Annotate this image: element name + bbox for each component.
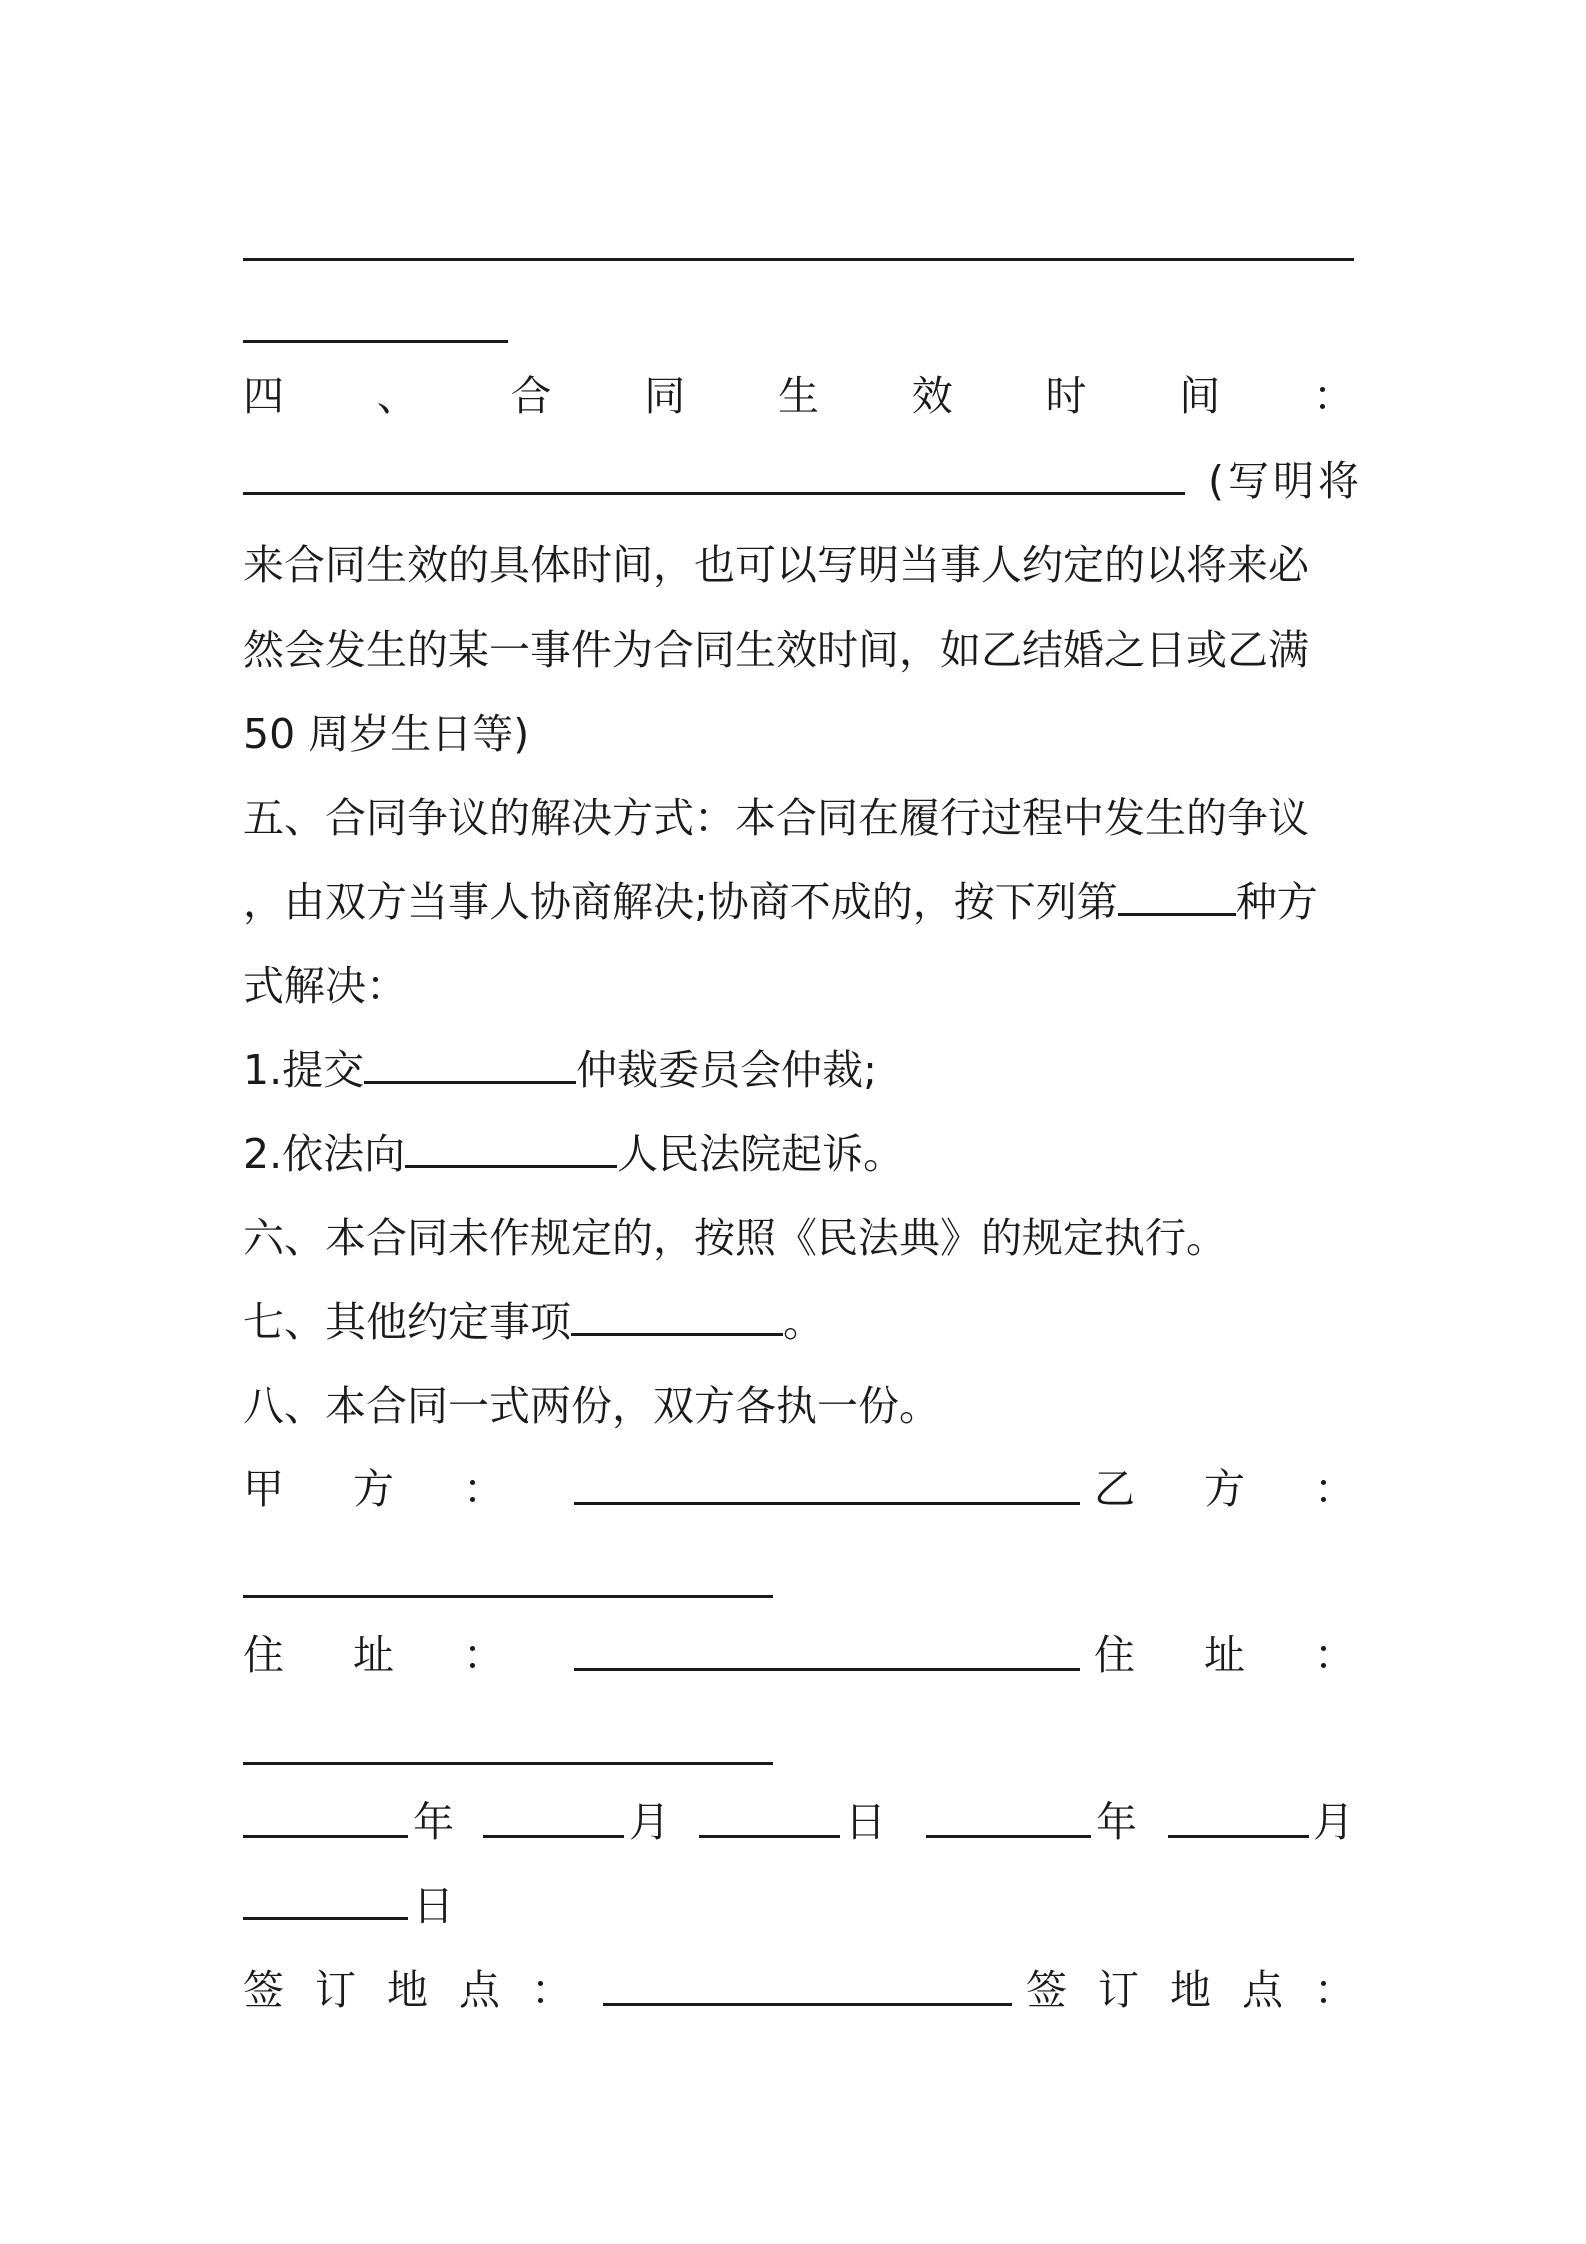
heading-char: 同: [644, 372, 686, 420]
address-row: [243, 1626, 1354, 1684]
section-5-text: 五、合同争议的解决方式：本合同在履行过程中发生的争议: [243, 794, 1309, 842]
place-b-colon: ：: [1314, 1966, 1355, 2014]
effective-date-blank: [243, 454, 1185, 495]
place-a-char: 点: [459, 1966, 500, 2014]
place-a-colon: ：: [531, 1966, 572, 2014]
section-8: 八、本合同一式两份，双方各执一份。: [243, 1382, 940, 1430]
place-a-char: 签: [243, 1966, 284, 2014]
heading-char: 间: [1179, 372, 1221, 420]
note-line: 来合同生效的具体时间，也可以写明当事人约定的以将来必: [243, 541, 1309, 589]
place-b-char: 地: [1170, 1966, 1211, 2014]
address-b-char: 址: [1204, 1631, 1245, 1679]
option-2-b: 人民法院起诉。: [617, 1130, 905, 1178]
option-1-b: 仲裁委员会仲裁;: [576, 1046, 877, 1094]
section-5-text-a: ，由双方当事人协商解决;协商不成的，按下列第: [243, 878, 1118, 926]
section-5-text-b: 种方: [1235, 878, 1318, 926]
fill-line: [243, 340, 508, 343]
option-2: [243, 1125, 1354, 1183]
date-row: [243, 1793, 1354, 1851]
year-b-blank: [926, 1797, 1091, 1838]
party-b-colon: ：: [1314, 1465, 1355, 1513]
day-b-label: 日: [413, 1882, 454, 1930]
address-a-char: 址: [353, 1631, 394, 1679]
heading-char: 时: [1045, 372, 1087, 420]
party-a-char: 方: [353, 1465, 394, 1513]
place-b-char: 签: [1026, 1966, 1067, 2014]
place-b-char: 订: [1098, 1966, 1139, 2014]
place-a-char: 订: [315, 1966, 356, 2014]
party-b-char: 方: [1204, 1465, 1245, 1513]
note-line: 然会发生的某一事件为合同生效时间，如乙结婚之日或乙满: [243, 626, 1309, 674]
address-b-char: 住: [1094, 1631, 1135, 1679]
day-a-label: 日: [845, 1798, 886, 1846]
section-4-heading: [243, 367, 1354, 425]
date-row-2: [243, 1877, 1354, 1935]
court-blank: [405, 1127, 617, 1168]
option-1: [243, 1041, 1354, 1099]
heading-char: ：: [1313, 372, 1354, 420]
address-a-blank: [574, 1630, 1080, 1671]
address-b-colon: ：: [1314, 1631, 1355, 1679]
effective-date-line: [243, 452, 1364, 510]
party-a-colon: ：: [463, 1465, 504, 1513]
section-5-text: 式解决：: [243, 962, 407, 1010]
month-a-label: 月: [629, 1798, 670, 1846]
heading-char: 、: [376, 372, 418, 420]
party-b-blank: [243, 1595, 773, 1598]
address-b-blank: [243, 1762, 773, 1765]
note-line: 50 周岁生日等): [243, 710, 530, 758]
party-b-char: 乙: [1094, 1465, 1135, 1513]
place-b-char: 点: [1242, 1966, 1283, 2014]
section-7-b: 。: [783, 1298, 824, 1346]
party-a-blank: [574, 1464, 1080, 1505]
heading-char: 效: [911, 372, 953, 420]
place-a-char: 地: [387, 1966, 428, 2014]
place-a-blank: [603, 1965, 1012, 2006]
year-b-label: 年: [1096, 1798, 1137, 1846]
option-1-a: 1.提交: [243, 1046, 365, 1094]
option-2-a: 2.依法向: [243, 1130, 406, 1178]
section-7-a: 七、其他约定事项: [243, 1298, 571, 1346]
heading-char: 生: [778, 372, 819, 420]
address-a-colon: ：: [463, 1631, 504, 1679]
month-b-blank: [1168, 1797, 1309, 1838]
other-matters-blank: [571, 1295, 783, 1336]
section-7: [243, 1293, 1354, 1351]
arbitration-blank: [364, 1043, 576, 1084]
heading-char: 四: [243, 372, 284, 420]
fill-line: [243, 258, 1354, 261]
signing-place-row: [243, 1961, 1354, 2019]
party-a-char: 甲: [243, 1465, 284, 1513]
party-row: [243, 1460, 1354, 1518]
day-a-blank: [699, 1797, 840, 1838]
method-number-blank: [1118, 875, 1236, 916]
note-start: (写明将: [1208, 457, 1364, 505]
address-a-char: 住: [243, 1631, 284, 1679]
section-5-text: [243, 873, 1354, 931]
section-6: 六、本合同未作规定的，按照《民法典》的规定执行。: [243, 1214, 1227, 1262]
month-b-label: 月: [1313, 1798, 1354, 1846]
month-a-blank: [483, 1797, 624, 1838]
day-b-blank: [243, 1879, 408, 1920]
heading-char: 合: [510, 372, 552, 420]
year-a-blank: [243, 1797, 408, 1838]
year-a-label: 年: [413, 1798, 454, 1846]
